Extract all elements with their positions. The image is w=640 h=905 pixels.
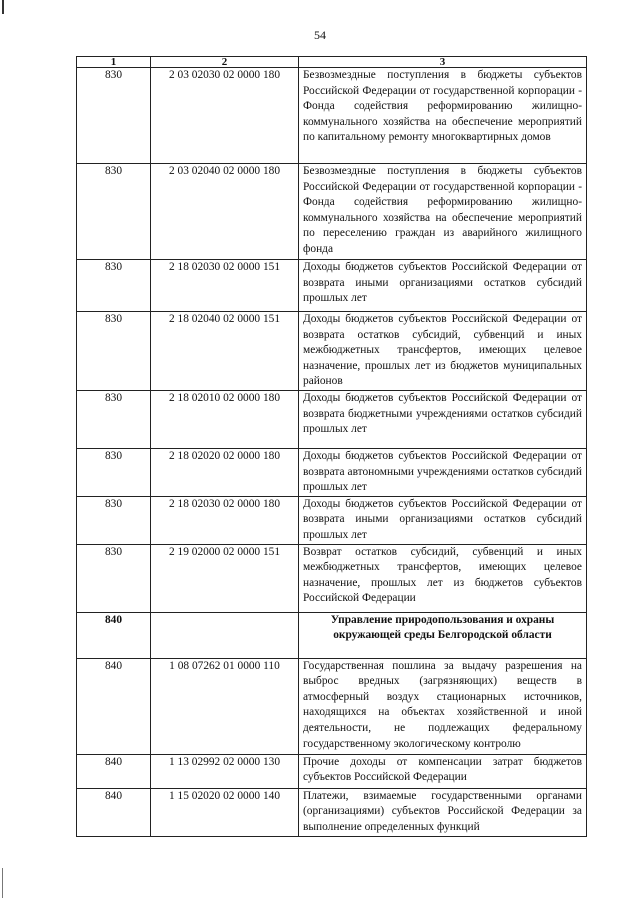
revenue-code-cell: 2 18 02030 02 0000 151 [151, 260, 299, 312]
header-col-description: 3 [299, 57, 587, 68]
section-admin-code-cell: 840 [77, 612, 151, 658]
table-header-row [77, 57, 587, 68]
revenue-code-cell: 2 18 02030 02 0000 180 [151, 496, 299, 544]
description-cell: Доходы бюджетов субъектов Российской Федерации от возврата автономными учреждениями остатков субсидий прошлых лет [299, 448, 587, 496]
table-row [77, 544, 587, 612]
description-cell: Возврат остатков субсидий, субвенций и иных межбюджетных трансфертов, имеющих целевое назначение, прошлых лет из бюджетов субъектов Российской Федерации [299, 544, 587, 612]
admin-code-cell: 830 [77, 68, 151, 164]
revenue-code-cell: 2 18 02010 02 0000 180 [151, 390, 299, 448]
admin-code-cell: 840 [77, 788, 151, 836]
revenue-code-cell: 1 08 07262 01 0000 110 [151, 658, 299, 754]
description-cell: Прочие доходы от компенсации затрат бюджетов субъектов Российской Федерации [299, 754, 587, 788]
section-row [77, 612, 587, 658]
description-cell: Доходы бюджетов субъектов Российской Федерации от возврата иными организациями остатков субсидий прошлых лет [299, 260, 587, 312]
description-cell: Платежи, взимаемые государственными органами (организациями) субъектов Российской Федерации за выполнение определенных функций [299, 788, 587, 836]
header-col-admin: 1 [77, 57, 151, 68]
admin-code-cell: 830 [77, 544, 151, 612]
admin-code-cell: 840 [77, 754, 151, 788]
revenue-code-cell: 2 19 02000 02 0000 151 [151, 544, 299, 612]
table-row [77, 260, 587, 312]
admin-code-cell: 830 [77, 312, 151, 391]
table-row [77, 312, 587, 391]
revenue-code-cell: 1 15 02020 02 0000 140 [151, 788, 299, 836]
page-number: 54 [314, 28, 326, 42]
description-cell: Государственная пошлина за выдачу разрешения на выброс вредных (загрязняющих) веществ в атмосферный воздух стационарных источников, находящихся на объектах хозяйственной и иной деятельности, не подлежащих федеральному государственному экологическому контролю [299, 658, 587, 754]
admin-code-cell: 830 [77, 164, 151, 260]
section-title-cell: Управление природопользования и охраны окружающей среды Белгородской области [299, 612, 587, 658]
admin-code-cell: 830 [77, 260, 151, 312]
revenue-codes-table [76, 56, 587, 837]
description-cell: Доходы бюджетов субъектов Российской Федерации от возврата бюджетными учреждениями остатков субсидий прошлых лет [299, 390, 587, 448]
description-cell: Безвозмездные поступления в бюджеты субъектов Российской Федерации от государственной корпорации - Фонда содействия реформированию жилищно-коммунального хозяйства на обеспечение мероприятий по капитальному ремонту многоквартирных домов [299, 68, 587, 164]
table-row [77, 754, 587, 788]
admin-code-cell: 830 [77, 496, 151, 544]
description-cell: Безвозмездные поступления в бюджеты субъектов Российской Федерации от государственной корпорации - Фонда содействия реформированию жилищно-коммунального хозяйства на обеспечение мероприятий по переселению граждан из аварийного жилищного фонда [299, 164, 587, 260]
description-cell: Доходы бюджетов субъектов Российской Федерации от возврата остатков субсидий, субвенций и иных межбюджетных трансфертов, имеющих целевое назначение, прошлых лет из бюджетов муниципальных районов [299, 312, 587, 391]
revenue-code-cell: 2 03 02040 02 0000 180 [151, 164, 299, 260]
admin-code-cell: 840 [77, 658, 151, 754]
revenue-code-cell: 2 18 02040 02 0000 151 [151, 312, 299, 391]
section-code-cell [151, 612, 299, 658]
scan-mark-bottom [2, 868, 3, 898]
description-cell: Доходы бюджетов субъектов Российской Федерации от возврата иными организациями остатков субсидий прошлых лет [299, 496, 587, 544]
revenue-code-cell: 2 18 02020 02 0000 180 [151, 448, 299, 496]
table-row [77, 164, 587, 260]
admin-code-cell: 830 [77, 448, 151, 496]
table-row [77, 658, 587, 754]
scan-mark-top [2, 0, 4, 14]
table-row [77, 448, 587, 496]
table-row [77, 788, 587, 836]
revenue-code-cell: 2 03 02030 02 0000 180 [151, 68, 299, 164]
table-row [77, 390, 587, 448]
header-col-code: 2 [151, 57, 299, 68]
table-row [77, 496, 587, 544]
revenue-code-cell: 1 13 02992 02 0000 130 [151, 754, 299, 788]
admin-code-cell: 830 [77, 390, 151, 448]
table-row [77, 68, 587, 164]
